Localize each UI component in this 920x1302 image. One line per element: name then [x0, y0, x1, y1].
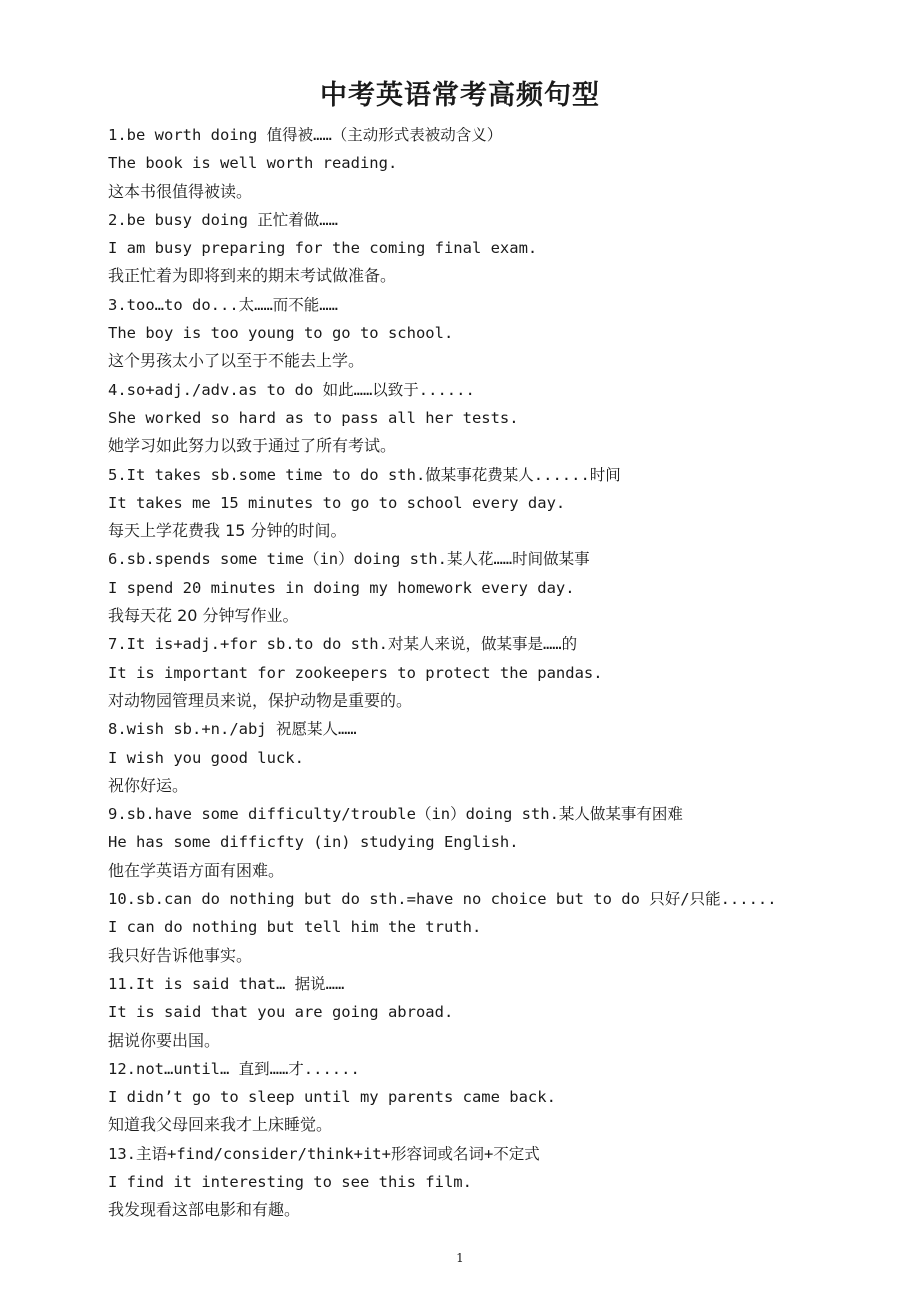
chinese-translation: 这本书很值得被读。	[108, 181, 253, 201]
chinese-translation: 这个男孩太小了以至于不能去上学。	[108, 351, 365, 371]
page-number: 1	[456, 1251, 464, 1265]
example-sentence: The book is well worth reading.	[108, 154, 398, 173]
example-sentence: I wish you good luck.	[108, 748, 304, 767]
chinese-translation: 每天上学花费我 15 分钟的时间。	[108, 521, 347, 541]
pattern-heading: 5.It takes sb.some time to do sth.做某事花费某人......时间	[108, 465, 621, 484]
example-sentence: It is important for zookeepers to protect the pandas.	[108, 663, 603, 682]
example-sentence: It is said that you are going abroad.	[108, 1003, 454, 1022]
pattern-heading: 8.wish sb.+n./abj 祝愿某人……	[108, 720, 357, 739]
chinese-translation: 我只好告诉他事实。	[108, 945, 253, 965]
chinese-translation: 他在学英语方面有困难。	[108, 860, 285, 880]
pattern-heading: 10.sb.can do nothing but do sth.=have no choice but to do 只好/只能......	[108, 890, 777, 909]
page-title: 中考英语常考高频句型	[320, 80, 600, 111]
example-sentence: The boy is too young to go to school.	[108, 324, 454, 343]
chinese-translation: 我发现看这部电影和有趣。	[108, 1200, 301, 1220]
chinese-translation: 我正忙着为即将到来的期末考试做准备。	[108, 266, 397, 286]
pattern-heading: 7.It is+adj.+for sb.to do sth.对某人来说，做某事是……的	[108, 635, 578, 654]
pattern-heading: 13.主语+find/consider/think+it+形容词或名词+不定式	[108, 1144, 540, 1163]
pattern-heading: 2.be busy doing 正忙着做……	[108, 210, 338, 229]
chinese-translation: 知道我父母回来我才上床睡觉。	[108, 1115, 333, 1135]
chinese-translation: 她学习如此努力以致于通过了所有考试。	[108, 436, 397, 456]
example-sentence: She worked so hard as to pass all her tests.	[108, 408, 519, 427]
pattern-heading: 1.be worth doing 值得被……（主动形式表被动含义）	[108, 126, 503, 144]
pattern-heading: 3.too…to do...太……而不能……	[108, 295, 338, 314]
pattern-heading: 12.not…until… 直到……才......	[108, 1059, 360, 1078]
example-sentence: It takes me 15 minutes to go to school every day.	[108, 493, 566, 512]
example-sentence: He has some difficfty (in) studying English.	[108, 833, 519, 852]
example-sentence: I can do nothing but tell him the truth.	[108, 918, 482, 937]
chinese-translation: 据说你要出国。	[108, 1030, 221, 1050]
chinese-translation: 对动物园管理员来说，保护动物是重要的。	[108, 690, 413, 710]
example-sentence: I spend 20 minutes in doing my homework every day.	[108, 578, 575, 597]
pattern-heading: 6.sb.spends some time（in）doing sth.某人花……时间做某事	[108, 550, 590, 569]
sentence-pattern-list	[108, 121, 898, 1225]
example-sentence: I am busy preparing for the coming final exam.	[108, 239, 538, 258]
pattern-heading: 9.sb.have some difficulty/trouble（in）doing sth.某人做某事有困难	[108, 805, 683, 824]
example-sentence: I find it interesting to see this film.	[108, 1172, 472, 1191]
chinese-translation: 祝你好运。	[108, 775, 189, 795]
pattern-heading: 4.so+adj./adv.as to do 如此……以致于......	[108, 380, 475, 399]
chinese-translation: 我每天花 20 分钟写作业。	[108, 606, 299, 626]
pattern-heading: 11.It is said that… 据说……	[108, 974, 345, 993]
example-sentence: I didn’t go to sleep until my parents came back.	[108, 1088, 556, 1107]
